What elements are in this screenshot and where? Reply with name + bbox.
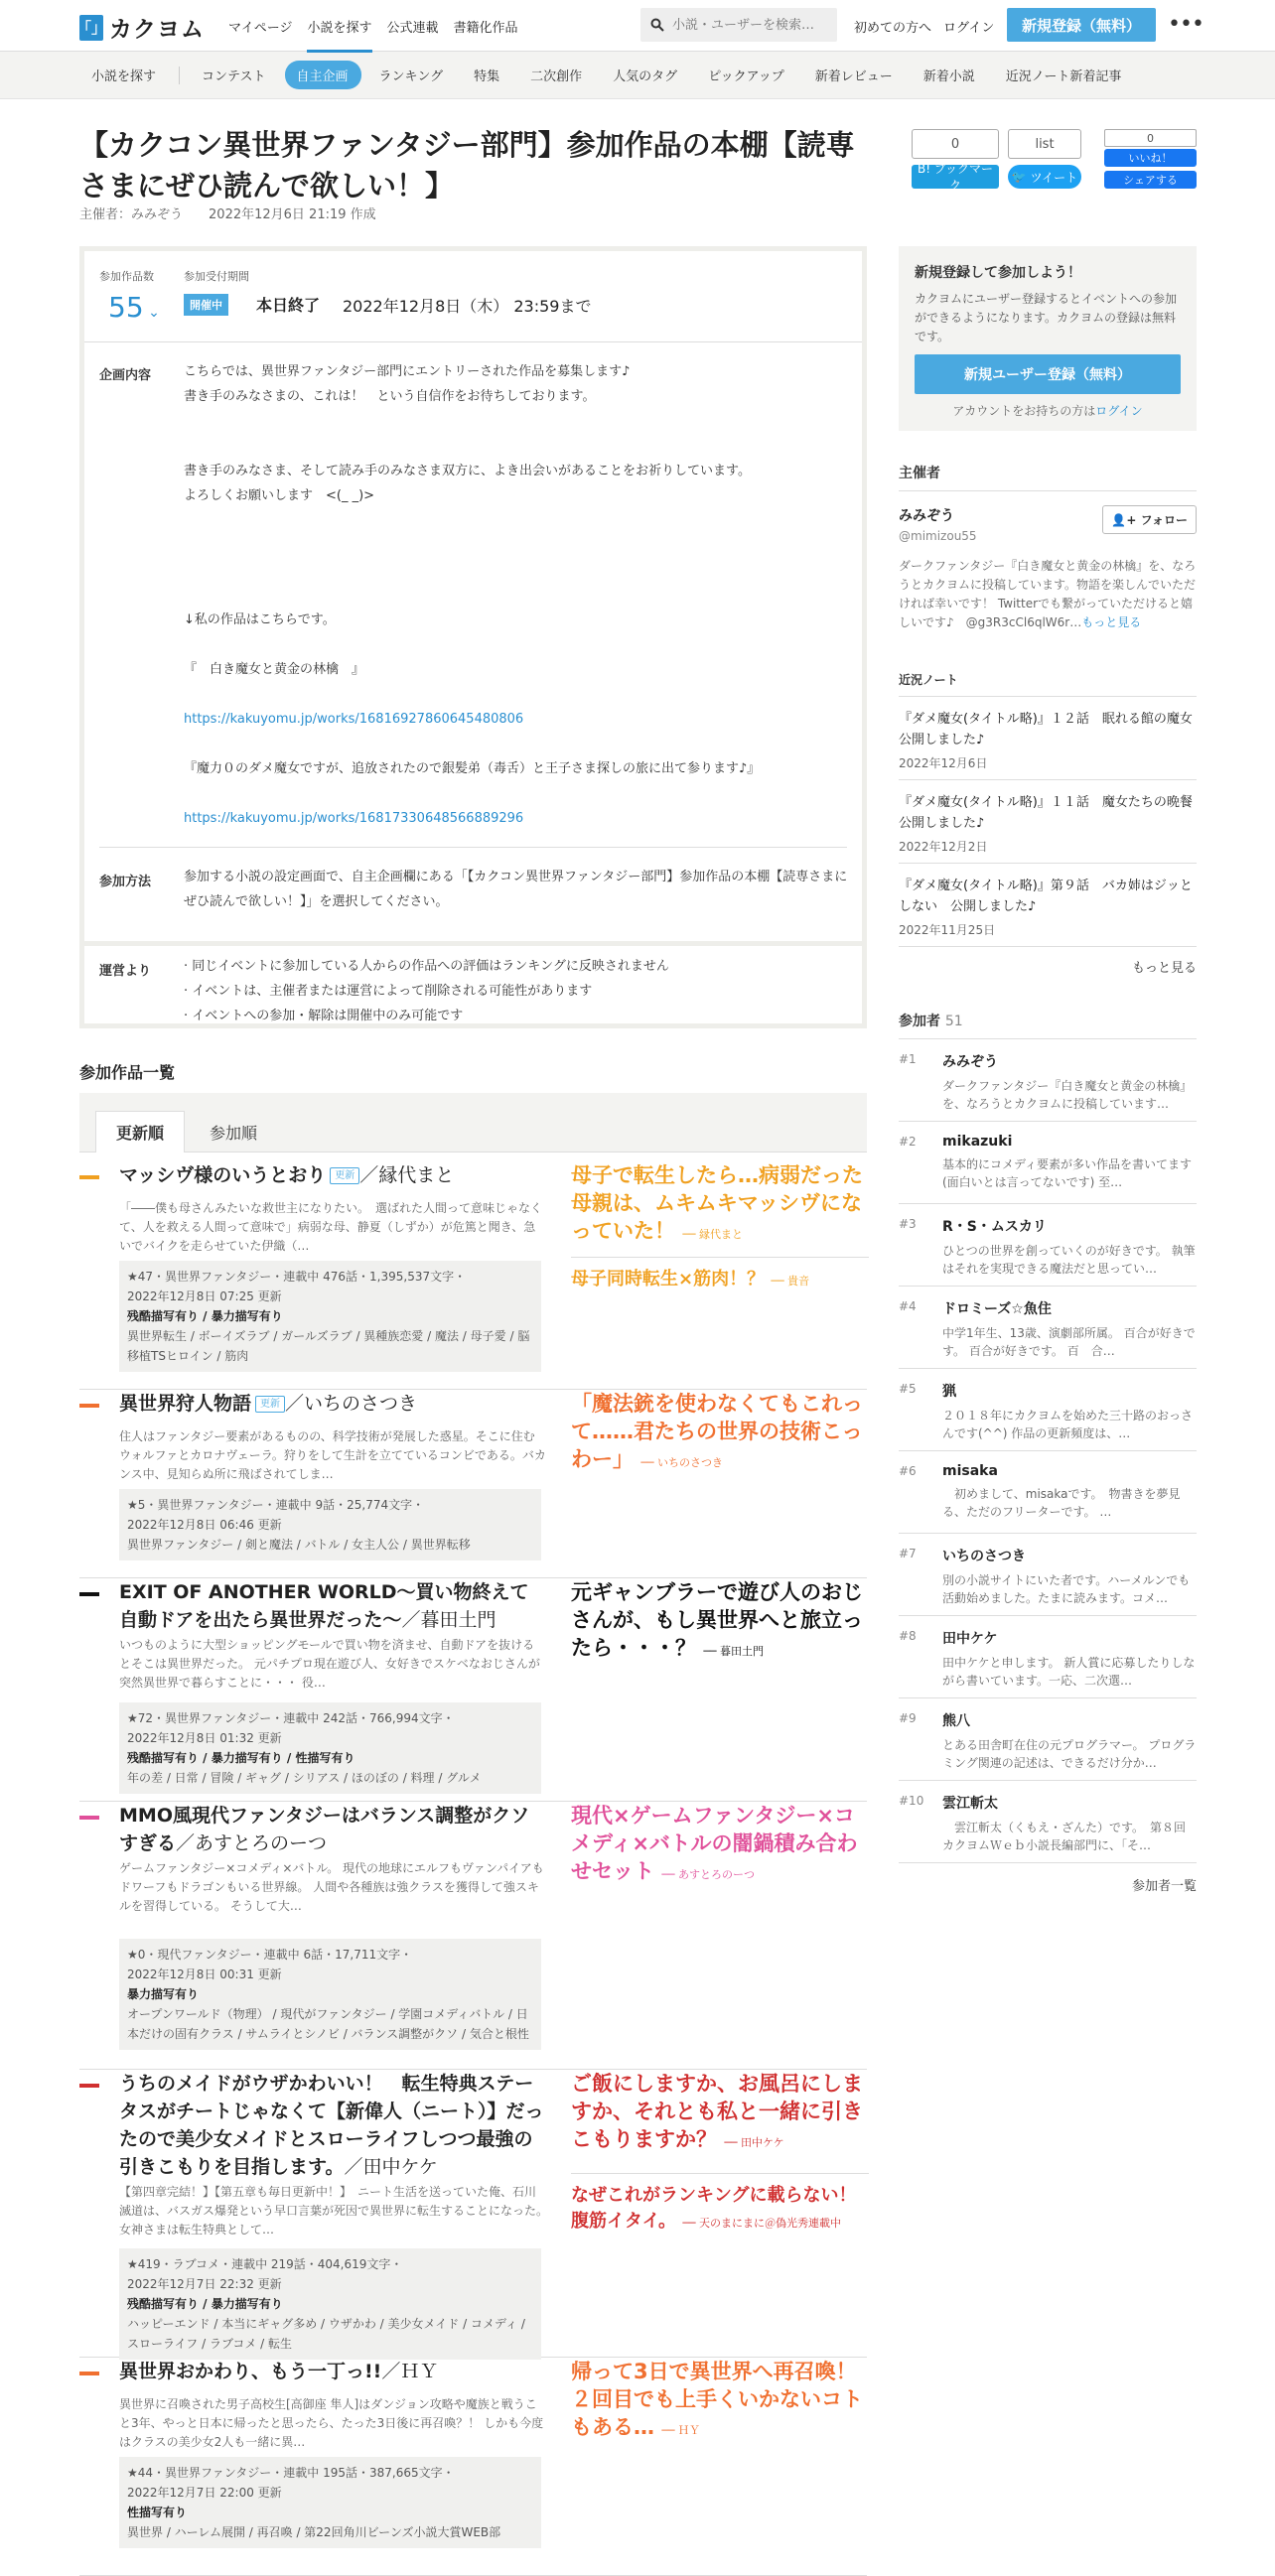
catchphrase-2: 母子同時転生×筋肉！？ ── 貴音 <box>571 1269 810 1289</box>
work-flags: 暴力描写有り <box>127 1987 200 2001</box>
work-count[interactable] <box>108 291 160 324</box>
content-line <box>184 409 852 434</box>
tab-updated[interactable]: 更新順 <box>95 1111 185 1152</box>
genre-color-bar <box>79 1404 99 1408</box>
period-label: 参加受付期間 <box>184 270 249 283</box>
works-heading: 参加作品一覧 <box>79 1063 176 1082</box>
work-title[interactable]: 異世界狩人物語 更新 ／いちのさつき <box>119 1393 418 1415</box>
search-box <box>640 8 837 42</box>
participant-item[interactable] <box>899 1204 1197 1287</box>
work-tags[interactable]: 年の差 / 日常 / 冒険 / ギャグ / シリアス / ほのぼの / 料理 / グルメ <box>127 1771 482 1785</box>
participant-name: misaka <box>942 1463 998 1479</box>
register-promo <box>899 246 1197 431</box>
more-menu-icon[interactable]: ••• <box>1168 12 1204 37</box>
subnav-new-novels[interactable]: 新着小説 <box>922 69 975 84</box>
work-desc: 「――僕も母さんみたいな救世主になりたい。 選ばれた人間って意味じゃなくて、人を救える人間って意味で」病弱な母、静夏（しずか）が危篤と聞き、急いでバイクを走らせていた伊織（… <box>119 1201 543 1253</box>
sidebar-login-link[interactable]: ログイン <box>1095 404 1143 418</box>
content-line <box>184 533 852 558</box>
work-author[interactable]: ／あすとろのーつ <box>176 1832 328 1854</box>
admin-note-3: · イベントへの参加・解除は開催中のみ可能です <box>184 1009 464 1023</box>
participant-name: R・S・ムスカリ <box>942 1219 1047 1235</box>
created-date: 2022年12月6日 21:19 作成 <box>209 207 376 222</box>
organizer-desc: ダークファンタジー『白き魔女と黄金の林檎』を、なろうとカクヨムに投稿しています。物語を楽しんでいただければ幸いです！ Twitterでも繋がっていただけると嬉しいです♪ @g3R3cCl6qlW6r…もっと見る <box>899 559 1197 629</box>
work-title[interactable]: うちのメイドがウザかわいい！ 転生特典ステータスがチートじゃなくて【新偉人（ニート）】だったので美少女メイドとスローライフしつつ最強の引きこもりを目指します。／田中ケケ <box>119 2073 544 2178</box>
participant-name: いちのさつき <box>942 1549 1026 1564</box>
work-desc: ゲームファンタジー×コメディ×バトル。 現代の地球にエルフもヴァンパイアもドワーフもドラゴンもいる世界線。 人間や各種族は強クラスを獲得して強スキルを習得している。 そうして大… <box>119 1861 544 1913</box>
tweet-button[interactable] <box>1008 165 1081 189</box>
work-stats: ★72・異世界ファンタジー・連載中 242話・766,994文字・ <box>127 1711 455 1725</box>
bookmark-button[interactable]: B! ブックマーク <box>912 165 999 189</box>
work-title[interactable]: MMO風現代ファンタジーはバランス調整がクソすぎる／あすとろのーつ <box>119 1805 530 1854</box>
count-label: 参加作品数 <box>99 270 154 283</box>
work-updated: 2022年12月8日 07:25 更新 <box>127 1289 282 1303</box>
subnav-popular-tags[interactable]: 人気のタグ <box>613 69 678 84</box>
content-line[interactable]: https://kakuyomu.jp/works/16817330648566889296 <box>184 811 524 826</box>
catchphrase-2: なぜこれがランキングに載らない！腹筋イタイ。 ── 天のまにまに＠偽光秀連載中 <box>571 2185 857 2232</box>
new-user-register-button[interactable]: 新規ユーザー登録（無料） <box>915 354 1181 394</box>
subnav-self-events[interactable]: 自主企画 <box>285 61 361 89</box>
note-title: 『ダメ魔女(タイトル略)』１２話 眠れる館の魔女 公開しました♪ <box>899 712 1205 747</box>
catchphrase: 母子で転生したら…病弱だった母親は、ムキムキマッシヴになっていた！ ── 縁代まと <box>571 1163 863 1243</box>
page-title: 【カクコン異世界ファンタジー部門】参加作品の本棚【読専さまにぜひ読んで欲しい！】 <box>79 128 855 203</box>
work-stats: ★419・ラブコメ・連載中 219話・404,619文字・ <box>127 2257 403 2271</box>
participants-more-link[interactable]: 参加者一覧 <box>1131 1879 1197 1894</box>
catchphrase-2-author: ── 貴音 <box>771 1275 810 1288</box>
subnav-ranking[interactable]: ランキング <box>378 69 444 84</box>
event-detail-box <box>79 246 867 1028</box>
work-item <box>79 1161 867 1390</box>
work-author[interactable]: ／縁代まと <box>359 1164 455 1186</box>
nav-find-novels[interactable]: 小説を探す <box>307 17 371 53</box>
genre-color-bar <box>79 2372 99 2375</box>
content-line <box>184 558 852 583</box>
work-desc: 【第四章完結！】【第五章も毎日更新中！】 ニート生活を送っていた俺、石川滅道は、バスガス爆発という早口言葉が死因で異世界に転生することになった。 女神さまは転生特典として… <box>119 2185 555 2237</box>
genre-color-bar <box>79 1592 99 1596</box>
tab-joined[interactable]: 参加順 <box>209 1123 257 1143</box>
work-stats: ★0・現代ファンタジー・連載中 6話・17,711文字・ <box>127 1948 413 1962</box>
account-login-text: アカウントをお持ちの方はログイン <box>952 404 1143 418</box>
note-title: 『ダメ魔女(タイトル略)』１１話 魔女たちの晩餐 公開しました♪ <box>899 795 1205 831</box>
catchphrase: 現代×ゲームファンタジー×コメディ×バトルの闇鍋積み合わせセット ── あすとろのーつ <box>571 1804 858 1883</box>
content-line: こちらでは、異世界ファンタジー部門にエントリーされた作品を募集します♪ <box>184 364 631 379</box>
work-updated: 2022年12月8日 06:46 更新 <box>127 1518 282 1532</box>
work-item <box>79 2070 867 2358</box>
participant-rank: #4 <box>899 1299 917 1313</box>
admin-note-2: · イベントは、主催者または運営によって削除される可能性があります <box>184 984 593 999</box>
work-flags: 性描写有り <box>127 2506 188 2519</box>
participants-heading: 参加者 51 <box>899 1011 1197 1039</box>
work-title[interactable]: EXIT OF ANOTHER WORLD～買い物終えて自動ドアを出たら異世界だった～／暮田土門 <box>119 1581 529 1631</box>
note-title: 『ダメ魔女(タイトル略)』第９話 バカ姉はジッとしない 公開しました♪ <box>899 879 1193 914</box>
work-info <box>119 2457 541 2548</box>
work-stats: ★47・異世界ファンタジー・連載中 476話・1,395,537文字・ <box>127 1270 467 1284</box>
work-item <box>79 1578 867 1802</box>
subnav-pickup[interactable]: ピックアップ <box>708 69 784 84</box>
content-line: ↓私の作品はこちらです。 <box>184 612 336 627</box>
event-content-row <box>84 342 862 855</box>
work-tags[interactable]: オープンワールド（物理） / 現代がファンタジー / 学園コメディバトル / 日本だけの固有クラス / サムライとシノビ / バランス調整がクソ / 気合と根性 <box>127 2007 529 2041</box>
participant-name: 熊八 <box>942 1713 970 1729</box>
participant-item[interactable] <box>899 1122 1197 1204</box>
participant-rank: #10 <box>899 1794 924 1808</box>
work-desc: 住人はファンタジー要素があるものの、科学技術が発展した惑星。そこに住むウォルファとカロナヴェーラ。狩りをして生計を立てているコンビである。バカンス中、見知らぬ所に飛ばされてしま… <box>119 1429 546 1481</box>
work-count-value: 55 <box>108 291 144 324</box>
login-link[interactable]: ログイン <box>943 21 995 36</box>
search-input[interactable] <box>672 18 821 33</box>
page-meta <box>79 203 376 222</box>
work-tags[interactable]: 異世界 / ハーレム展開 / 再召喚 / 第22回角川ビーンズ小説大賞WEB部 <box>127 2525 501 2539</box>
work-updated: 2022年12月8日 01:32 更新 <box>127 1731 282 1745</box>
work-item <box>79 1802 867 2070</box>
catchphrase-2-author: ── 天のまにまに＠偽光秀連載中 <box>682 2217 842 2230</box>
work-author[interactable]: ／ＨＹ <box>381 2361 439 2382</box>
organizer-more-link[interactable]: もっと見る <box>1081 615 1142 629</box>
notes-section <box>899 671 1205 976</box>
deadline: 2022年12月8日（木） 23:59まで <box>343 297 592 316</box>
participant-item[interactable] <box>899 1534 1197 1616</box>
participant-desc: 基本的にコメディ要素が多い作品を書いてます(面白いとは言ってないです) 至… <box>942 1157 1193 1189</box>
content-line: 『 白き魔女と黄金の林檎 』 <box>184 662 365 677</box>
participant-desc: 別の小説サイトにいた者です。ハーメルンでも活動始めました。たまに読みます。コメ… <box>942 1573 1191 1605</box>
participant-item[interactable] <box>899 1616 1197 1698</box>
site-logo[interactable] <box>76 11 205 44</box>
works-tabs <box>79 1093 867 1152</box>
note-item[interactable] <box>899 780 1205 864</box>
first-time-link[interactable]: 初めての方へ <box>854 21 932 36</box>
note-date: 2022年11月25日 <box>899 923 996 937</box>
catchphrase-author: ── 縁代まと <box>682 1228 744 1241</box>
participant-rank: #2 <box>899 1135 917 1149</box>
participant-desc: 雲江斬太（くもえ・ざんた）です。 第８回カクヨムＷｅｂ小説長編部門に、「そ… <box>942 1821 1187 1852</box>
work-updated: 2022年12月8日 00:31 更新 <box>127 1967 282 1981</box>
participant-item[interactable] <box>899 1287 1197 1369</box>
global-nav <box>228 17 518 53</box>
content-line[interactable]: https://kakuyomu.jp/works/16816927860645480806 <box>184 712 524 727</box>
nav-mypage[interactable]: マイページ <box>228 21 293 36</box>
work-tags[interactable]: 異世界ファンタジー / 剣と魔法 / バトル / 女主人公 / 異世界転移 <box>127 1538 471 1552</box>
event-content <box>184 359 852 831</box>
catchphrase: ご飯にしますか、お風呂にしますか、それとも私と一緒に引きこもりますか？ ── 田中ケケ <box>571 2072 863 2151</box>
participant-name: ドロミーズ☆魚住 <box>942 1301 1052 1317</box>
participant-desc: ２０１８年にカクヨムを始めた三十路のおっさんです(^^) 作品の更新頻度は、… <box>942 1409 1194 1440</box>
hatena-share <box>912 129 999 193</box>
admin-notes-row <box>84 946 862 1023</box>
notes-heading: 近況ノート <box>899 671 1197 697</box>
participant-item[interactable] <box>899 1698 1197 1781</box>
content-line: 書き手のみなさまの、これは！ という自信作をお待ちしております。 <box>184 389 596 404</box>
work-flags: 残酷描写有り / 暴力描写有り <box>127 2297 283 2311</box>
work-item <box>79 1390 867 1578</box>
genre-color-bar <box>79 1816 99 1820</box>
participant-rank: #8 <box>899 1629 917 1643</box>
work-info <box>119 1489 541 1560</box>
like-count: 0 <box>1104 129 1197 147</box>
work-author[interactable]: ／いちのさつき <box>285 1393 418 1415</box>
event-stats-row <box>84 251 862 342</box>
work-info <box>119 1939 541 2050</box>
participant-rank: #5 <box>899 1382 917 1396</box>
tweet-label: ツイート <box>1030 170 1078 185</box>
genre-color-bar <box>79 1175 99 1179</box>
method-text: 参加する小説の設定画面で、自主企画欄にある「【カクコン異世界ファンタジー部門】参加作品の本棚【読専さまにぜひ読んで欲しい！】」を選択してください。 <box>184 870 848 909</box>
work-stats: ★5・異世界ファンタジー・連載中 9話・25,774文字・ <box>127 1498 425 1512</box>
like-button[interactable]: いいね！ <box>1104 149 1197 167</box>
fb-share-button[interactable]: シェアする <box>1104 171 1197 189</box>
catchphrase-author: ── ＨＹ <box>661 2424 701 2437</box>
participant-name: 猟 <box>942 1384 956 1400</box>
content-line: よろしくお願いします <(_ _)> <box>184 488 375 503</box>
participant-item[interactable] <box>899 1039 1197 1122</box>
participant-item[interactable] <box>899 1781 1197 1863</box>
admin-note-1: · 同じイベントに参加している人からの作品への評価はランキングに反映されません <box>184 959 669 974</box>
subnav-divider <box>179 67 180 84</box>
catchphrase-author: ── 田中ケケ <box>724 2136 784 2149</box>
join-method-row <box>84 857 862 946</box>
work-item <box>79 2358 867 2576</box>
register-button[interactable]: 新規登録（無料） <box>1007 8 1156 42</box>
work-info <box>119 1261 541 1372</box>
catchphrase-author: ── 暮田土門 <box>703 1645 765 1658</box>
note-item[interactable] <box>899 864 1197 947</box>
work-info <box>119 1702 541 1794</box>
content-line <box>184 583 852 608</box>
genre-color-bar <box>79 2084 99 2088</box>
participant-rank: #9 <box>899 1711 917 1725</box>
participant-item[interactable] <box>899 1369 1197 1451</box>
organizer-heading: 主催者 <box>899 463 1197 491</box>
tweet-list[interactable]: list <box>1008 129 1081 159</box>
content-line: 書き手のみなさま、そして読み手のみなさま双方に、よき出会いがあることをお祈りしています。 <box>184 464 751 478</box>
site-header <box>0 0 1275 52</box>
catchphrase: 「魔法銃を使わなくてもこれって……君たちの世界の技術こっわー」 ── いちのさつき <box>571 1392 863 1471</box>
organizer-section <box>899 463 1197 632</box>
participant-desc: とある田舎町在住の元プログラマー。 プログラミング関連の記述は、できるだけ分か… <box>942 1738 1197 1770</box>
participant-desc: ダークファンタジー『白き魔女と黄金の林檎』を、なろうとカクヨムに投稿しています… <box>942 1079 1193 1111</box>
work-stats: ★44・異世界ファンタジー・連載中 195話・387,665文字・ <box>127 2466 455 2480</box>
work-desc: 異世界に召喚された男子高校生[高御座 隼人]はダンジョン攻略や魔族と戦うこと3年、やっと日本に帰ったと思ったら、たった3日後に再召喚？！ しかも今度はクラスの美少女2人も一緒に異… <box>119 2397 544 2449</box>
subnav-new-notes[interactable]: 近況ノート新着記事 <box>1005 69 1122 84</box>
bookmark-count: 0 <box>912 129 999 159</box>
participants-section <box>899 1011 1197 1894</box>
participant-desc: 田中ケケと申します。 新人賞に応募したりしながら書いています。一応、二次選… <box>942 1656 1196 1688</box>
end-label: 本日終了 <box>256 296 321 315</box>
chevron-down-icon: ⌄ <box>143 305 160 321</box>
content-line <box>184 781 852 806</box>
note-date: 2022年12月2日 <box>899 840 988 854</box>
participant-rank: #1 <box>899 1052 917 1066</box>
participant-desc: 初めまして、misakaです。 物書きを夢見る、ただのフリーターです。 … <box>942 1487 1181 1519</box>
catchphrase-author: ── あすとろのーつ <box>661 1868 756 1881</box>
admin-notes <box>184 954 852 1028</box>
updated-badge: 更新 <box>330 1167 359 1184</box>
add-user-icon: 👤+ <box>1111 513 1137 527</box>
content-label: 企画内容 <box>99 368 152 383</box>
method-label: 参加方法 <box>99 875 152 889</box>
facebook-share <box>1104 129 1197 189</box>
work-desc: いつものように大型ショッピングモールで買い物を済ませ、自動ドアを抜けるとそこは異世界だった。 元パチプロ現在遊び人、女好きでスケベなおじさんが突然異世界で暮らすことに・・・ 役… <box>119 1638 540 1690</box>
participant-rank: #7 <box>899 1547 917 1560</box>
content-line: 『魔力０のダメ魔女ですが、追放されたので銀髪弟（毒舌）と王子さま探しの旅に出て参ります♪』 <box>184 761 761 776</box>
subnav-new-reviews[interactable]: 新着レビュー <box>814 69 893 84</box>
participant-rank: #6 <box>899 1464 917 1478</box>
work-tags[interactable]: 異世界転生 / ボーイズラブ / ガールズラブ / 異種族恋愛 / 魔法 / 母子愛 / 脳移植TSヒロイン / 筋肉 <box>127 1329 530 1363</box>
content-line <box>184 682 852 707</box>
catchphrase: 元ギャンブラーで遊び人のおじさんが、もし異世界へと旅立ったら・・・？ ── 暮田土門 <box>571 1580 863 1660</box>
content-line <box>184 732 852 756</box>
participant-name: 田中ケケ <box>942 1631 998 1647</box>
work-flags: 残酷描写有り / 暴力描写有り <box>127 1309 283 1323</box>
participant-name: mikazuki <box>942 1134 1013 1150</box>
reg-title: 新規登録して参加しよう！ <box>915 265 1081 281</box>
admin-label: 運営より <box>99 964 152 979</box>
subnav-features[interactable]: 特集 <box>474 69 500 84</box>
logo-mark-icon: 「」 <box>79 15 103 41</box>
work-author[interactable]: ／暮田土門 <box>401 1609 496 1631</box>
subnav-fanfic[interactable]: 二次創作 <box>530 69 583 84</box>
organizer-id: @mimizou55 <box>899 529 977 543</box>
follow-button[interactable]: 👤+ フォロー <box>1102 505 1197 534</box>
organizer-name[interactable]: みみぞう <box>899 508 954 524</box>
twitter-bird-icon: 🐦 <box>1011 170 1031 184</box>
participants-count: 51 <box>944 1014 963 1029</box>
work-tags[interactable]: ハッピーエンド / 本当にギャグ多め / ウザかわ / 美少女メイド / コメディ / スローライフ / ラブコメ / 転生 <box>127 2317 525 2351</box>
content-line <box>184 434 852 459</box>
reg-text: カクヨムにユーザー登録するとイベントへの参加ができるようになります。カクヨムの登録は無料です。 <box>915 292 1178 343</box>
catchphrase: 帰って3日で異世界へ再召喚！２回目でも上手くいかないコトもある… ── ＨＹ <box>571 2360 863 2439</box>
participant-rank: #3 <box>899 1217 917 1231</box>
work-flags: 残酷描写有り / 暴力描写有り / 性描写有り <box>127 1751 355 1765</box>
work-title[interactable]: マッシヴ様のいうとおり 更新 ／縁代まと <box>119 1164 455 1186</box>
nav-official-serials[interactable]: 公式連載 <box>386 21 439 36</box>
catchphrase-author: ── いちのさつき <box>640 1456 724 1469</box>
subnav-find[interactable]: 小説を探す <box>91 69 157 84</box>
content-line <box>184 508 852 533</box>
participant-name: みみぞう <box>942 1054 998 1070</box>
note-date: 2022年12月6日 <box>899 756 988 770</box>
participant-desc: ひとつの世界を創っていくのが好きです。 執筆はそれを実現できる魔法だと思ってい… <box>942 1244 1196 1276</box>
work-author[interactable]: ／田中ケケ <box>344 2156 438 2178</box>
nav-published-books[interactable]: 書籍化作品 <box>453 21 518 36</box>
work-info <box>119 2248 541 2360</box>
updated-badge: 更新 <box>255 1396 285 1413</box>
work-updated: 2022年12月7日 22:32 更新 <box>127 2277 282 2291</box>
note-item[interactable] <box>899 697 1205 780</box>
work-updated: 2022年12月7日 22:00 更新 <box>127 2486 282 2500</box>
content-line <box>184 632 852 657</box>
subnav-contest[interactable]: コンテスト <box>202 69 266 84</box>
sub-nav <box>0 52 1275 99</box>
twitter-share <box>1008 129 1081 189</box>
participant-item[interactable] <box>899 1451 1197 1534</box>
search-icon <box>650 18 664 32</box>
organizer-label: 主催者：みみぞう <box>79 207 184 222</box>
work-title[interactable]: 異世界おかわり、もう一丁っ!!／ＨＹ <box>119 2361 439 2382</box>
notes-more-link[interactable]: もっと見る <box>1131 961 1197 976</box>
status-badge: 開催中 <box>184 294 228 316</box>
participant-desc: 中学1年生、13歳、演劇部所属。 百合が好きです。 百合が好きです。 百 合… <box>942 1326 1196 1358</box>
participant-name: 雲江斬太 <box>942 1796 998 1812</box>
logo-text: カクヨム <box>109 17 205 43</box>
